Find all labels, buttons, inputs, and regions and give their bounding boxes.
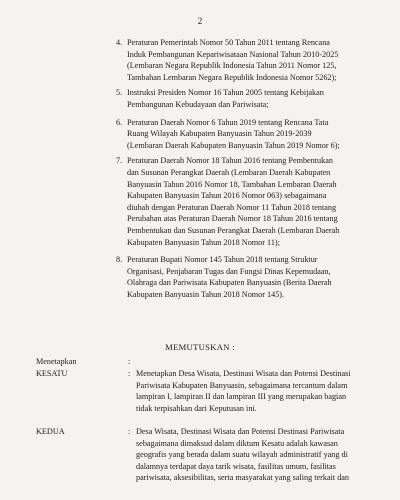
legal-basis-item-4 [116,37,390,83]
kesatu-text [136,368,390,414]
text-line: lampiran I, lampiran II dan lampiran III yang merupakan bagian [136,392,347,402]
text-line: dalamnya terdapat daya tarik wisata, fasilitas umum, fasilitas [136,461,336,471]
text-line: Peraturan Pemerintah Nomor 50 Tahun 2011 tentang Rencana [127,38,330,47]
text-line: tidak terpisahkan dari Keputusan ini. [136,403,257,413]
kedua-row [36,426,390,484]
text-line: (Lembaran Negara Republik Indonesia Tahun 2011 Nomor 125, [127,61,337,71]
item-number: 4. [116,38,123,47]
text-line: Instruksi Presiden Nomor 16 Tahun 2005 tentang Kebijakan [127,88,324,98]
item-text [127,87,390,110]
kedua-text [136,426,390,484]
kesatu-row [36,368,390,414]
legal-basis-item-5 [116,87,390,110]
text-line: diubah dengan Peraturan Daerah Nomor 11 Tahun 2018 tentang [127,202,337,212]
text-line: (Lembaran Daerah Kabupaten Banyuasin Tahun 2019 Nomor 6); [127,140,340,150]
text-line: Perubahan atas Peraturan Daerah Nomor 18 Tahun 2016 tentang [127,214,338,224]
item-number: 5. [116,88,123,98]
legal-basis-list [116,37,390,300]
item-text [127,117,390,152]
decision-heading: MEMUTUSKAN : [165,342,235,352]
text-line: Induk Pembangunan Kepariwisataan Nasional Tahun 2010-2025 [127,49,339,59]
menetapkan-row [36,356,390,368]
kedua-colon: : [128,427,131,436]
item-text [127,254,390,300]
page-number: 2 [197,16,203,26]
kesatu-label: KESATU [36,369,68,378]
text-line: Kabupaten Banyuasin Tahun 2018 Nomor 145). [127,289,285,299]
menetapkan-label: Menetapkan [36,357,77,366]
text-line: Peraturan Daerah Nomor 6 Tahun 2019 tentang Rencana Tata [127,117,329,127]
text-line: Ruang Wilayah Kabupaten Banyuasin Tahun 2019-2039 [127,129,312,139]
menetapkan-colon: : [128,357,131,366]
text-line: Tambahan Lembaran Negara Republik Indonesia Nomor 5262); [127,72,337,82]
text-line: Peraturan Daerah Nomor 18 Tahun 2016 tentang Pembentukan [127,156,333,166]
text-line: dan Susunan Perangkat Daerah (Lembaran Daerah Kabupaten [127,167,331,177]
kesatu-colon: : [128,369,131,378]
text-line: Organisasi, Penjabaran Tugas dan Fungsi Dinas Kepemudaan, [127,266,331,276]
text-line: Banyuasin Tahun 2016 Nomor 18, Tambahan Lembaran Daerah [127,179,337,189]
text-line: pariwisata, aksesibilitas, serta masyarakat yang saling terkait dan [136,473,350,483]
text-line: Kabupaten Banyuasin Tahun 2018 Nomor 11); [127,237,280,247]
text-line: Olahraga dan Pariwisata Kabupaten Banyuasin (Berita Daerah [127,278,332,288]
text-line: Kabupaten Banyuasin Tahun 2016 Nomor 063) sebagaimana [127,191,327,201]
text-line: sebagaimana dimaksud dalam diktum Kesatu adalah kawasan [136,438,338,448]
item-number: 6. [116,117,123,127]
text-line: Menetapkan Desa Wisata, Destinasi Wisata dan Potensi Destinasi [136,369,351,378]
item-text [127,37,390,83]
text-line: geografis yang berada dalam suatu wilayah administratif yang di [136,450,348,460]
text-line: Pembentukan dan Susunan Perangkat Daerah (Lembaran Daerah [127,225,340,235]
text-line: Pembangunan Kebudayaan dan Pariwisata; [127,99,269,109]
item-number: 7. [116,156,123,166]
item-text [127,155,390,248]
text-line: Desa Wisata, Destinasi Wisata dan Potensi Destinasi Pariwisata [136,427,345,436]
legal-basis-item-8 [116,254,390,300]
legal-basis-item-6 [116,117,390,152]
legal-basis-item-7 [116,155,390,248]
item-number: 8. [116,255,123,265]
text-line: Pariwisata Kabupaten Banyuasin, sebagaimana tercantum dalam [136,380,348,390]
kedua-label: KEDUA [36,427,65,436]
text-line: Peraturan Bupati Nomor 145 Tahun 2018 tentang Struktur [127,255,318,265]
